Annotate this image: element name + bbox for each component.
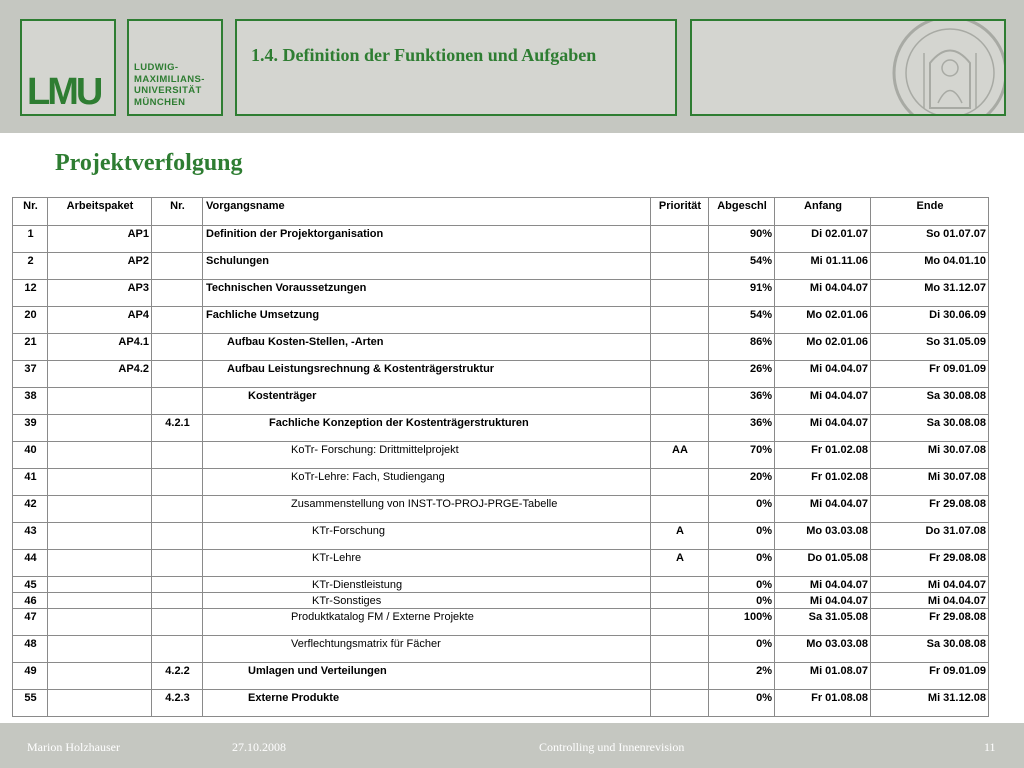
table-row: [13, 523, 989, 550]
col-nr: Nr.: [13, 198, 48, 226]
table-row: [13, 415, 989, 442]
cell-nr: 12: [13, 280, 48, 307]
cell-prioritaet: [651, 496, 709, 523]
cell-nr: 45: [13, 577, 48, 593]
cell-ende: Fr 29.08.08: [871, 550, 989, 577]
cell-nr: 46: [13, 593, 48, 609]
cell-abgeschl: 20%: [709, 469, 775, 496]
cell-ende: Mi 30.07.08: [871, 469, 989, 496]
cell-anfang: Mi 04.04.07: [775, 577, 871, 593]
cell-prioritaet: A: [651, 523, 709, 550]
cell-nr: 40: [13, 442, 48, 469]
university-seal-icon: [890, 19, 1006, 116]
cell-abgeschl: 0%: [709, 550, 775, 577]
cell-ende: Sa 30.08.08: [871, 636, 989, 663]
cell-nr2: [152, 442, 203, 469]
university-name: LUDWIG- MAXIMILIANS- UNIVERSITÄT MÜNCHEN: [134, 62, 205, 108]
cell-ende: Do 31.07.08: [871, 523, 989, 550]
lmu-logo: LMU: [27, 71, 101, 113]
cell-abgeschl: 0%: [709, 523, 775, 550]
slide-content: [0, 133, 1024, 723]
cell-arbeitspaket: AP1: [48, 226, 152, 253]
cell-vorgangsname: KTr-Dienstleistung: [203, 577, 651, 593]
cell-anfang: Mi 01.08.07: [775, 663, 871, 690]
cell-anfang: Sa 31.05.08: [775, 609, 871, 636]
cell-vorgangsname: Externe Produkte: [203, 690, 651, 717]
cell-arbeitspaket: AP4: [48, 307, 152, 334]
cell-anfang: Fr 01.02.08: [775, 442, 871, 469]
table-row: [13, 307, 989, 334]
slide-header: [0, 0, 1024, 133]
cell-anfang: Mi 04.04.07: [775, 361, 871, 388]
cell-ende: Mi 30.07.08: [871, 442, 989, 469]
cell-vorgangsname: KTr-Forschung: [203, 523, 651, 550]
cell-anfang: Mi 04.04.07: [775, 415, 871, 442]
cell-nr: 38: [13, 388, 48, 415]
cell-nr2: [152, 361, 203, 388]
table-row: [13, 253, 989, 280]
project-table: [12, 197, 989, 717]
cell-abgeschl: 90%: [709, 226, 775, 253]
cell-nr2: [152, 307, 203, 334]
cell-anfang: Mo 02.01.06: [775, 307, 871, 334]
table-row: [13, 226, 989, 253]
cell-abgeschl: 86%: [709, 334, 775, 361]
cell-nr: 21: [13, 334, 48, 361]
table-row: [13, 388, 989, 415]
cell-ende: Mi 04.04.07: [871, 593, 989, 609]
cell-arbeitspaket: [48, 469, 152, 496]
cell-arbeitspaket: [48, 523, 152, 550]
cell-arbeitspaket: [48, 636, 152, 663]
cell-arbeitspaket: [48, 550, 152, 577]
cell-nr: 39: [13, 415, 48, 442]
col-nr2: Nr.: [152, 198, 203, 226]
cell-vorgangsname: Fachliche Konzeption der Kostenträgerstrukturen: [203, 415, 651, 442]
cell-nr2: [152, 550, 203, 577]
cell-arbeitspaket: [48, 663, 152, 690]
cell-anfang: Do 01.05.08: [775, 550, 871, 577]
cell-prioritaet: [651, 280, 709, 307]
cell-vorgangsname: Aufbau Kosten-Stellen, -Arten: [203, 334, 651, 361]
cell-nr2: 4.2.3: [152, 690, 203, 717]
footer-author: Marion Holzhauser: [27, 740, 120, 754]
footer-page-number: 11: [984, 740, 996, 754]
cell-nr: 41: [13, 469, 48, 496]
seal-box: [690, 19, 1006, 116]
table-row: [13, 636, 989, 663]
cell-ende: Sa 30.08.08: [871, 415, 989, 442]
cell-vorgangsname: Zusammenstellung von INST-TO-PROJ-PRGE-Tabelle: [203, 496, 651, 523]
col-ende: Ende: [871, 198, 989, 226]
cell-vorgangsname: KoTr- Forschung: Drittmittelprojekt: [203, 442, 651, 469]
cell-nr2: [152, 496, 203, 523]
cell-abgeschl: 54%: [709, 307, 775, 334]
cell-prioritaet: [651, 609, 709, 636]
table-body: [13, 226, 989, 717]
cell-anfang: Mo 02.01.06: [775, 334, 871, 361]
cell-anfang: Mi 01.11.06: [775, 253, 871, 280]
cell-vorgangsname: Aufbau Leistungsrechnung & Kostenträgerstruktur: [203, 361, 651, 388]
table-row: [13, 334, 989, 361]
cell-prioritaet: [651, 388, 709, 415]
cell-prioritaet: [651, 361, 709, 388]
table-row: [13, 442, 989, 469]
cell-anfang: Mo 03.03.08: [775, 636, 871, 663]
table-row: [13, 469, 989, 496]
cell-nr: 55: [13, 690, 48, 717]
cell-nr2: [152, 636, 203, 663]
cell-anfang: Mi 04.04.07: [775, 593, 871, 609]
col-vorgangsname: Vorgangsname: [203, 198, 651, 226]
cell-ende: Sa 30.08.08: [871, 388, 989, 415]
cell-prioritaet: [651, 636, 709, 663]
cell-prioritaet: [651, 593, 709, 609]
cell-abgeschl: 36%: [709, 415, 775, 442]
cell-nr: 1: [13, 226, 48, 253]
cell-nr: 49: [13, 663, 48, 690]
cell-nr2: 4.2.2: [152, 663, 203, 690]
cell-nr2: [152, 593, 203, 609]
table-row: [13, 663, 989, 690]
cell-arbeitspaket: [48, 442, 152, 469]
cell-vorgangsname: Kostenträger: [203, 388, 651, 415]
cell-vorgangsname: Technischen Voraussetzungen: [203, 280, 651, 307]
table-row: [13, 496, 989, 523]
cell-prioritaet: [651, 253, 709, 280]
col-arbeitspaket: Arbeitspaket: [48, 198, 152, 226]
cell-ende: So 01.07.07: [871, 226, 989, 253]
cell-abgeschl: 0%: [709, 593, 775, 609]
footer-date: 27.10.2008: [232, 740, 286, 754]
cell-ende: So 31.05.09: [871, 334, 989, 361]
cell-nr2: [152, 469, 203, 496]
table-row: [13, 577, 989, 593]
col-abgeschl: Abgeschl: [709, 198, 775, 226]
slide-title: 1.4. Definition der Funktionen und Aufgaben: [251, 45, 597, 65]
cell-anfang: Mo 03.03.08: [775, 523, 871, 550]
cell-arbeitspaket: [48, 496, 152, 523]
cell-prioritaet: [651, 415, 709, 442]
table-header-row: [13, 198, 989, 226]
slide-title-box: [235, 19, 677, 116]
table-row: [13, 550, 989, 577]
cell-arbeitspaket: [48, 577, 152, 593]
cell-nr: 37: [13, 361, 48, 388]
cell-anfang: Mi 04.04.07: [775, 280, 871, 307]
cell-abgeschl: 0%: [709, 577, 775, 593]
cell-prioritaet: [651, 577, 709, 593]
cell-prioritaet: [651, 226, 709, 253]
cell-prioritaet: A: [651, 550, 709, 577]
table-row: [13, 361, 989, 388]
cell-prioritaet: [651, 690, 709, 717]
cell-abgeschl: 0%: [709, 690, 775, 717]
slide-footer: [0, 723, 1024, 768]
cell-anfang: Fr 01.02.08: [775, 469, 871, 496]
cell-anfang: Fr 01.08.08: [775, 690, 871, 717]
cell-nr2: [152, 280, 203, 307]
cell-vorgangsname: Produktkatalog FM / Externe Projekte: [203, 609, 651, 636]
cell-arbeitspaket: [48, 593, 152, 609]
cell-abgeschl: 0%: [709, 636, 775, 663]
cell-vorgangsname: Umlagen und Verteilungen: [203, 663, 651, 690]
cell-arbeitspaket: AP4.2: [48, 361, 152, 388]
cell-nr2: [152, 334, 203, 361]
cell-ende: Di 30.06.09: [871, 307, 989, 334]
cell-nr2: [152, 226, 203, 253]
cell-anfang: Di 02.01.07: [775, 226, 871, 253]
cell-arbeitspaket: [48, 415, 152, 442]
cell-vorgangsname: Schulungen: [203, 253, 651, 280]
cell-arbeitspaket: AP3: [48, 280, 152, 307]
cell-vorgangsname: KTr-Sonstiges: [203, 593, 651, 609]
cell-nr2: [152, 577, 203, 593]
cell-arbeitspaket: [48, 388, 152, 415]
cell-abgeschl: 0%: [709, 496, 775, 523]
cell-vorgangsname: KTr-Lehre: [203, 550, 651, 577]
cell-vorgangsname: KoTr-Lehre: Fach, Studiengang: [203, 469, 651, 496]
cell-ende: Mi 04.04.07: [871, 577, 989, 593]
cell-anfang: Mi 04.04.07: [775, 388, 871, 415]
cell-ende: Mi 31.12.08: [871, 690, 989, 717]
cell-prioritaet: [651, 663, 709, 690]
table-row: [13, 609, 989, 636]
footer-topic: Controlling und Innenrevision: [539, 740, 685, 754]
cell-nr: 42: [13, 496, 48, 523]
lmu-logo-box: [20, 19, 116, 116]
cell-nr2: 4.2.1: [152, 415, 203, 442]
cell-ende: Fr 09.01.09: [871, 663, 989, 690]
table-row: [13, 690, 989, 717]
cell-nr: 2: [13, 253, 48, 280]
cell-abgeschl: 2%: [709, 663, 775, 690]
cell-prioritaet: AA: [651, 442, 709, 469]
cell-ende: Fr 29.08.08: [871, 496, 989, 523]
cell-abgeschl: 54%: [709, 253, 775, 280]
cell-prioritaet: [651, 307, 709, 334]
cell-ende: Mo 04.01.10: [871, 253, 989, 280]
cell-nr: 43: [13, 523, 48, 550]
cell-ende: Mo 31.12.07: [871, 280, 989, 307]
cell-abgeschl: 36%: [709, 388, 775, 415]
table-row: [13, 593, 989, 609]
cell-nr2: [152, 253, 203, 280]
university-name-box: [127, 19, 223, 116]
cell-prioritaet: [651, 469, 709, 496]
cell-nr2: [152, 523, 203, 550]
cell-vorgangsname: Fachliche Umsetzung: [203, 307, 651, 334]
cell-prioritaet: [651, 334, 709, 361]
page-title: Projektverfolgung: [55, 150, 243, 176]
cell-abgeschl: 91%: [709, 280, 775, 307]
cell-anfang: Mi 04.04.07: [775, 496, 871, 523]
cell-arbeitspaket: [48, 609, 152, 636]
cell-ende: Fr 29.08.08: [871, 609, 989, 636]
cell-vorgangsname: Definition der Projektorganisation: [203, 226, 651, 253]
cell-nr2: [152, 609, 203, 636]
cell-nr: 47: [13, 609, 48, 636]
cell-arbeitspaket: AP2: [48, 253, 152, 280]
cell-arbeitspaket: AP4.1: [48, 334, 152, 361]
cell-arbeitspaket: [48, 690, 152, 717]
cell-nr: 44: [13, 550, 48, 577]
cell-abgeschl: 100%: [709, 609, 775, 636]
cell-nr: 20: [13, 307, 48, 334]
cell-abgeschl: 26%: [709, 361, 775, 388]
col-anfang: Anfang: [775, 198, 871, 226]
cell-vorgangsname: Verflechtungsmatrix für Fächer: [203, 636, 651, 663]
table-row: [13, 280, 989, 307]
cell-nr: 48: [13, 636, 48, 663]
col-prioritaet: Priorität: [651, 198, 709, 226]
cell-nr2: [152, 388, 203, 415]
cell-ende: Fr 09.01.09: [871, 361, 989, 388]
cell-abgeschl: 70%: [709, 442, 775, 469]
